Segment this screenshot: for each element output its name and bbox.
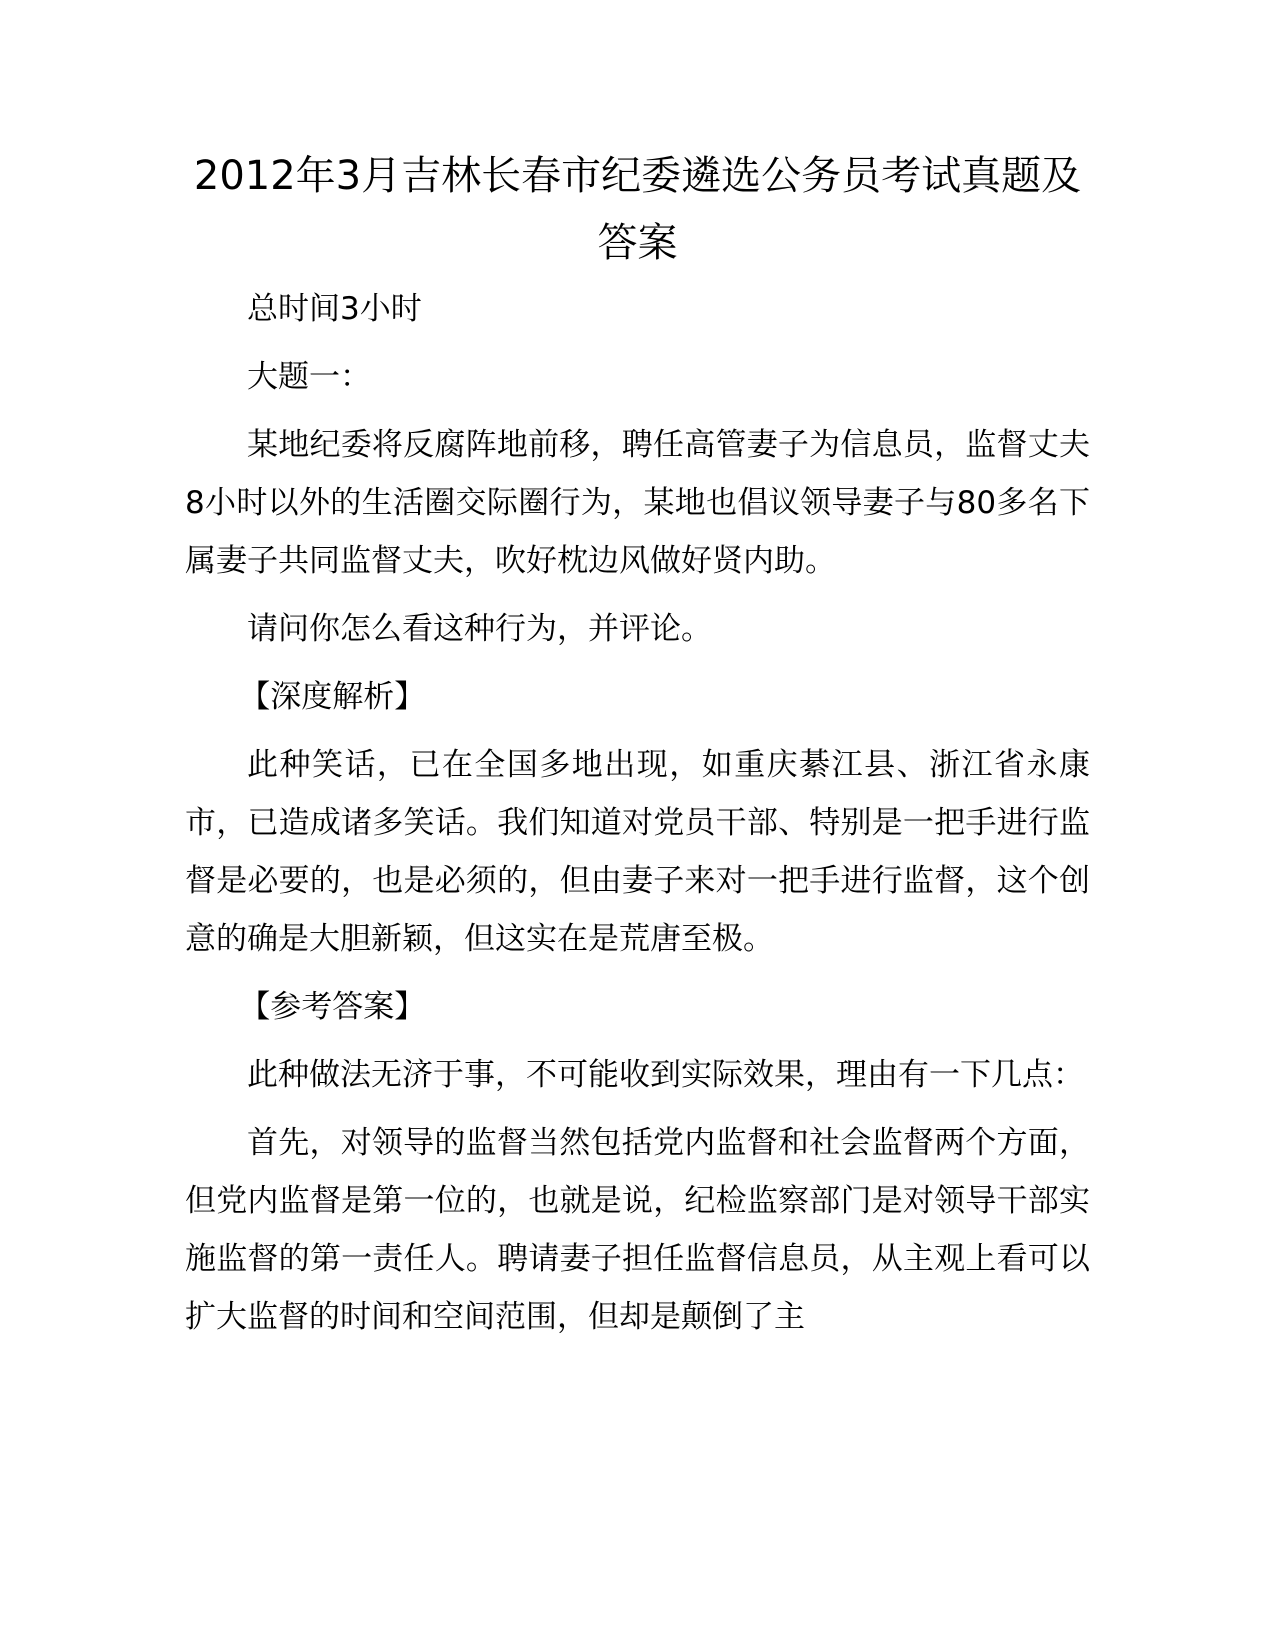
document-title: 2012年3月吉林长春市纪委遴选公务员考试真题及答案 bbox=[193, 153, 1082, 266]
analysis-paragraph: 此种笑话，已在全国多地出现，如重庆綦江县、浙江省永康市，已造成诸多笑话。我们知道对党员干部、特别是一把手进行监督是必要的，也是必须的，但由妻子来对一把手进行监督，这个创意的确是大胆新颖，但这实在是荒唐至极。 bbox=[185, 747, 1090, 957]
question-prompt: 请问你怎么看这种行为，并评论。 bbox=[247, 611, 712, 647]
document-body bbox=[185, 280, 1090, 1356]
question-heading: 大题一： bbox=[247, 359, 371, 395]
answer-point-first: 首先，对领导的监督当然包括党内监督和社会监督两个方面，但党内监督是第一位的，也就是说，纪检监察部门是对领导干部实施监督的第一责任人。聘请妻子担任监督信息员，从主观上看可以扩大监督的时间和空间范围，但却是颠倒了主 bbox=[185, 1125, 1090, 1335]
answer-intro: 此种做法无济于事，不可能收到实际效果，理由有一下几点： bbox=[247, 1057, 1084, 1093]
exam-duration: 总时间3小时 bbox=[247, 291, 422, 327]
analysis-heading: 【深度解析】 bbox=[239, 679, 426, 715]
answer-heading: 【参考答案】 bbox=[239, 989, 426, 1025]
question-text: 某地纪委将反腐阵地前移，聘任高管妻子为信息员，监督丈夫8小时以外的生活圈交际圈行为，某地也倡议领导妻子与80多名下属妻子共同监督丈夫，吹好枕边风做好贤内助。 bbox=[185, 427, 1090, 579]
